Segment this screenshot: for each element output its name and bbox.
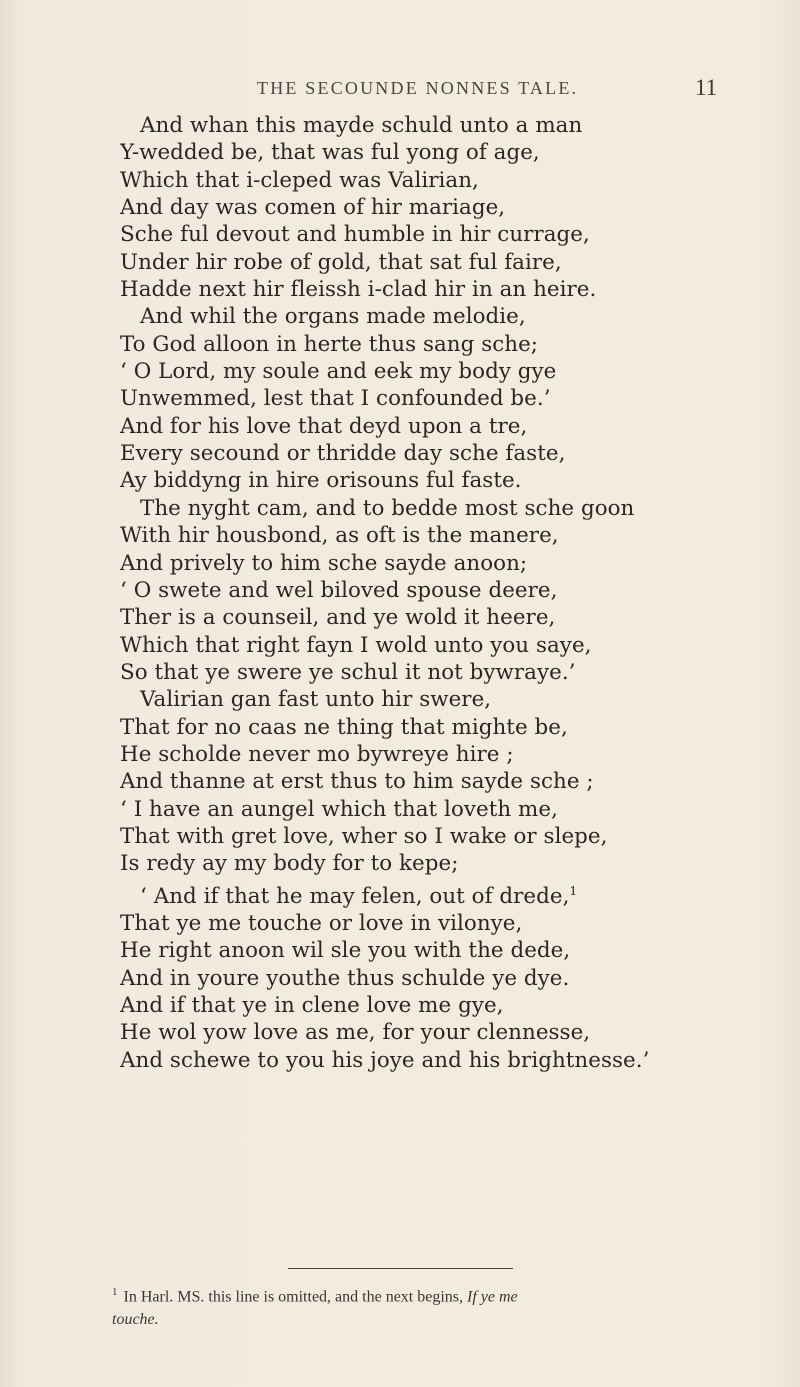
poem-line-text: ‘ And if that he may felen, out of drede, <box>140 883 570 909</box>
poem-line: Unwemmed, lest that I confounded be.’ <box>120 386 551 412</box>
poem-line: Y-wedded be, that was ful yong of age, <box>120 140 540 166</box>
poem-line: He scholde never mo bywreye hire ; <box>120 741 514 767</box>
poem-line: And schewe to you his joye and his brightnesse.’ <box>120 1047 650 1073</box>
footnote-mark: 1 <box>112 1286 118 1298</box>
poem-line: He wol yow love as me, for your clennesse, <box>120 1020 591 1046</box>
poem-line: Which that right fayn I wold unto you saye, <box>120 632 592 658</box>
poem-line: And if that ye in clene love me gye, <box>120 993 504 1019</box>
footnote-reference: 1 <box>569 883 578 898</box>
poem-line: With hir housbond, as oft is the manere, <box>120 523 559 549</box>
poem-line: And whan this mayde schuld unto a man <box>140 113 583 138</box>
poem-line: And day was comen of hir mariage, <box>120 195 506 221</box>
poem-line-with-footnote <box>120 878 760 910</box>
footnote-italic-text: If ye me <box>467 1288 518 1306</box>
poem-line: And whil the organs made melodie, <box>140 304 526 330</box>
poem-body <box>120 112 760 1074</box>
footnote-text: In Harl. MS. this line is omitted, and the next begins, <box>123 1288 464 1306</box>
poem-line: That for no caas ne thing that mighte be, <box>120 714 568 740</box>
poem-line: Every secound or thridde day sche faste, <box>120 441 566 467</box>
poem-line: And for his love that deyd upon a tre, <box>120 413 528 439</box>
footnote-divider <box>288 1268 513 1269</box>
poem-line: He right anoon wil sle you with the dede, <box>120 938 571 964</box>
poem-line: Is redy ay my body for to kepe; <box>120 851 459 877</box>
poem-line: Hadde next hir fleissh i-clad hir in an heire. <box>120 277 597 303</box>
footnote-continuation: touche. <box>112 1311 159 1329</box>
poem-line: ‘ O Lord, my soule and eek my body gye <box>120 359 557 385</box>
poem-line: Ther is a counseil, and ye wold it heere, <box>120 605 556 631</box>
page-number: 11 <box>695 75 718 100</box>
poem-line: To God alloon in herte thus sang sche; <box>120 331 539 357</box>
poem-line: Sche ful devout and humble in hir currage, <box>120 222 590 248</box>
poem-line: And in youre youthe thus schulde ye dye. <box>120 965 570 991</box>
poem-line: The nyght cam, and to bedde most sche goon <box>140 495 635 521</box>
poem-line: ‘ I have an aungel which that loveth me, <box>120 796 558 822</box>
poem-line: Valirian gan fast unto hir swere, <box>140 687 492 713</box>
footnote <box>112 1281 772 1331</box>
poem-line: Ay biddyng in hire orisouns ful faste. <box>120 468 522 494</box>
poem-line: That ye me touche or love in vilonye, <box>120 911 523 937</box>
poem-line: Which that i-cleped was Valirian, <box>120 167 479 193</box>
poem-line: And thanne at erst thus to him sayde sche ; <box>120 769 594 795</box>
poem-line: ‘ O swete and wel biloved spouse deere, <box>120 577 558 603</box>
poem-line: And prively to him sche sayde anoon; <box>120 550 528 576</box>
poem-line: So that ye swere ye schul it not bywraye.’ <box>120 659 576 685</box>
running-title: THE SECOUNDE NONNES TALE. <box>257 78 579 98</box>
poem-line: That with gret love, wher so I wake or slepe, <box>120 823 608 849</box>
poem-line: Under hir robe of gold, that sat ful faire, <box>120 249 562 275</box>
